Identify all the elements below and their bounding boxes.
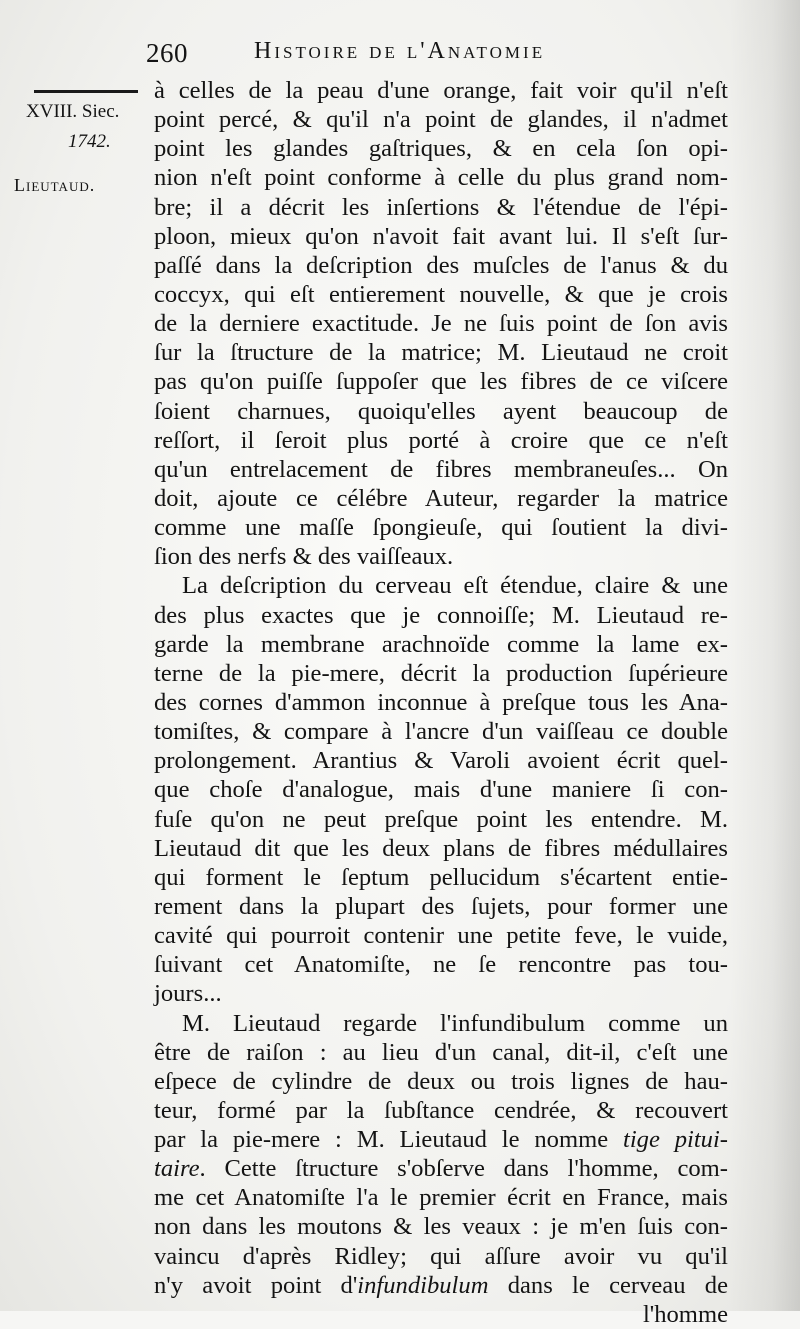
text-line: qu'un entrelacement de fibres membraneuſes... On [154, 455, 728, 484]
page-header [146, 38, 736, 78]
text-line: terne de la pie-mere, décrit la production ſupérieure [154, 659, 728, 688]
text-line: des plus exactes que je connoiſſe; M. Lieutaud re- [154, 601, 728, 630]
text-line: que choſe d'analogue, mais d'une maniere ſi con- [154, 775, 728, 804]
text-line: ſuivant cet Anatomiſte, ne ſe rencontre pas tou- [154, 950, 728, 979]
text-line-with-italic [154, 1271, 728, 1300]
text-line: prolongement. Arantius & Varoli avoient écrit quel- [154, 746, 728, 775]
text-line: garde la membrane arachnoïde comme la lame ex- [154, 630, 728, 659]
paragraph-1 [154, 76, 728, 571]
text-line: point les glandes gaſtriques, & en cela ſon opi- [154, 134, 728, 163]
italic-term: tige pitui- [623, 1126, 728, 1153]
page-number: 260 [146, 38, 188, 69]
text-line: ſoient charnues, quoiqu'elles ayent beaucoup de [154, 397, 728, 426]
text-line: doit, ajoute ce célébre Auteur, regarder la matrice [154, 484, 728, 513]
text-line: me cet Anatomiſte l'a le premier écrit en France, mais [154, 1183, 728, 1212]
text-line: qui forment le ſeptum pellucidum s'écartent entie- [154, 863, 728, 892]
text-line: ſur la ſtructure de la matrice; M. Lieutaud ne croit [154, 338, 728, 367]
text-line: coccyx, qui eſt entierement nouvelle, & que je crois [154, 280, 728, 309]
text-line: nion n'eſt point conforme à celle du plus grand nom- [154, 163, 728, 192]
text-line: La deſcription du cerveau eſt étendue, claire & une [154, 571, 728, 600]
text-line: non dans les moutons & les veaux : je m'en ſuis con- [154, 1212, 728, 1241]
text-line: bre; il a décrit les inſertions & l'étendue de l'épi- [154, 193, 728, 222]
paragraph-3 [154, 1009, 728, 1329]
text-line: pas qu'on puiſſe ſuppoſer que les fibres de ce viſcere [154, 367, 728, 396]
text-line: M. Lieutaud regarde l'infundibulum comme un [154, 1009, 728, 1038]
margin-year: 1742. [68, 131, 111, 153]
text-fragment: . Cette ſtructure s'obſerve dans l'homme, com- [200, 1155, 728, 1182]
text-fragment: par la pie-mere : M. Lieutaud le nomme [154, 1126, 608, 1153]
margin-rule [34, 90, 138, 93]
text-line: comme une maſſe ſpongieuſe, qui ſoutient la divi- [154, 513, 728, 542]
text-line-with-italic [154, 1125, 728, 1154]
text-line: Lieutaud dit que les deux plans de fibres médullaires [154, 834, 728, 863]
text-fragment: dans le cerveau de [488, 1272, 728, 1299]
text-line: teur, formé par la ſubſtance cendrée, & recouvert [154, 1096, 728, 1125]
text-line: jours... [154, 979, 728, 1008]
text-line: à celles de la peau d'une orange, fait voir qu'il n'eſt [154, 76, 728, 105]
body-text [154, 76, 728, 1329]
text-line: ſion des nerfs & des vaiſſeaux. [154, 542, 728, 571]
text-line: vaincu d'après Ridley; qui aſſure avoir vu qu'il [154, 1242, 728, 1271]
text-line: de la derniere exactitude. Je ne ſuis point de ſon avis [154, 309, 728, 338]
text-line: reſſort, il ſeroit plus porté à croire que ce n'eſt [154, 426, 728, 455]
italic-term: infundibulum [357, 1272, 488, 1299]
text-line: cavité qui pourroit contenir une petite feve, le vuide, [154, 921, 728, 950]
text-line: des cornes d'ammon inconnue à preſque tous les Ana- [154, 688, 728, 717]
catchword: l'homme [154, 1300, 728, 1329]
margin-century: XVIII. Siec. [26, 101, 119, 123]
paragraph-2 [154, 571, 728, 1008]
text-line: point percé, & qu'il n'a point de glandes, il n'admet [154, 105, 728, 134]
text-fragment: n'y avoit point d' [154, 1272, 357, 1299]
margin-author: Lieutaud. [14, 175, 95, 196]
text-line: tomiſtes, & compare à l'ancre d'un vaiſſeau ce double [154, 717, 728, 746]
text-line-with-italic [154, 1154, 728, 1183]
text-line: paſſé dans la deſcription des muſcles de l'anus & du [154, 251, 728, 280]
text-line: rement dans la plupart des ſujets, pour former une [154, 892, 728, 921]
italic-term-continuation: taire [154, 1155, 200, 1182]
text-line: eſpece de cylindre de deux ou trois lignes de hau- [154, 1067, 728, 1096]
page-gutter-shadow [730, 0, 800, 1311]
text-line: ploon, mieux qu'on n'avoit fait avant lui. Il s'eſt ſur- [154, 222, 728, 251]
running-title: Histoire de l'Anatomie [254, 38, 545, 65]
text-line: être de raiſon : au lieu d'un canal, dit-il, c'eſt une [154, 1038, 728, 1067]
text-line: fuſe qu'on ne peut preſque point les entendre. M. [154, 805, 728, 834]
